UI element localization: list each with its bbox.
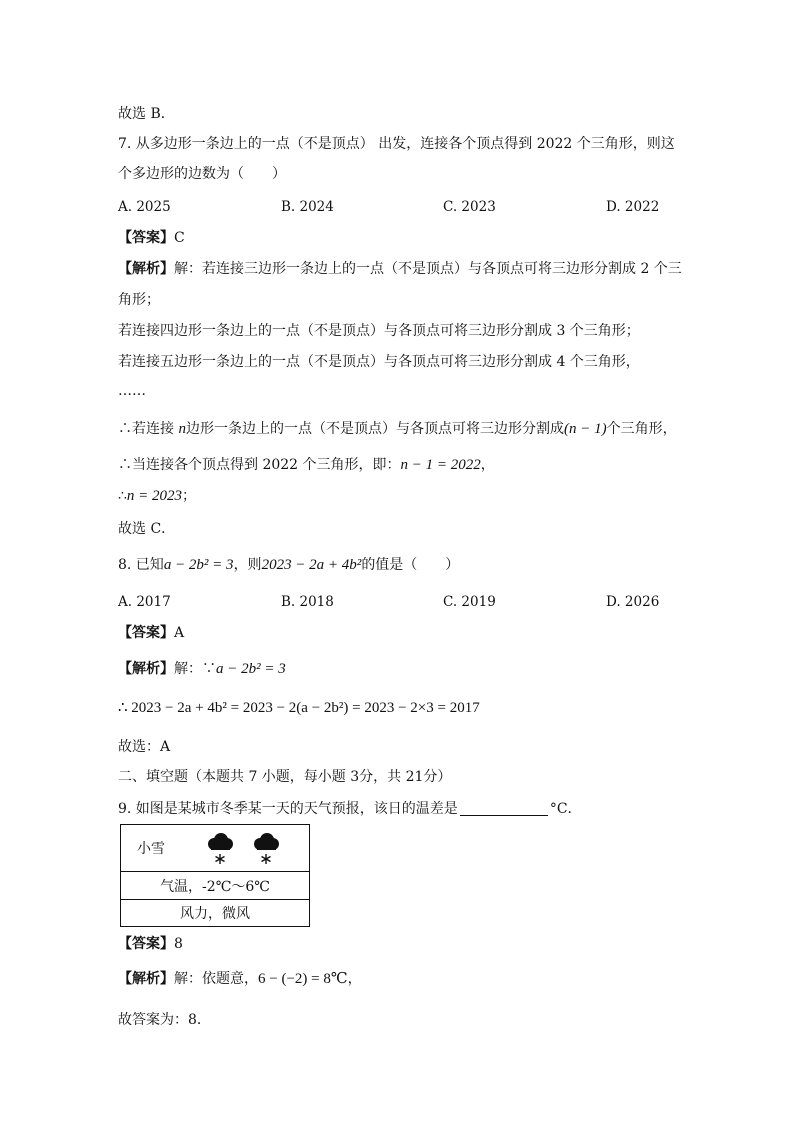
q7-analysis-line5: …… <box>118 383 146 399</box>
q8-option-d: D. 2026 <box>606 594 660 610</box>
text-segment: ∴ <box>118 488 127 504</box>
text-segment: 解：依题意， <box>174 971 258 987</box>
light-snow-icon <box>251 832 281 866</box>
weather-wind: 风力，微风 <box>121 900 310 927</box>
q8-option-a: A. 2017 <box>118 594 171 610</box>
q7-analysis-line8 <box>118 486 196 506</box>
text-segment: °C． <box>549 801 582 817</box>
analysis-tag: 【解析】 <box>118 971 174 987</box>
text-segment: ； <box>182 488 197 504</box>
q9-conclusion: 故答案为：8． <box>118 1012 211 1028</box>
q8-analysis-line2: ∴ 2023 − 2a + 4b² = 2023 − 2(a − 2b²) = 2023 − 2×3 = 2017 <box>118 700 480 716</box>
q7-conclusion: 故选 C． <box>118 521 176 537</box>
q7-option-b: B. 2024 <box>281 199 334 215</box>
weather-temperature: 气温，-2℃～6℃ <box>121 872 310 900</box>
q7-option-d: D. 2022 <box>606 199 660 215</box>
math-expression: (n − 1) <box>563 421 607 437</box>
q7-analysis-line3: 若连接四边形一条边上的一点（不是顶点）与各顶点可将三边形分割成 3 个三角形； <box>118 323 640 339</box>
math-expression: n = 2023 <box>126 488 183 504</box>
answer-tag: 【答案】 <box>118 625 174 641</box>
previous-conclusion: 故选 B． <box>118 106 175 122</box>
text-segment: 的值是（ ） <box>361 557 460 573</box>
text-segment: 8. 已知 <box>118 557 164 573</box>
q7-stem-line2: 个多边形的边数为（ ） <box>118 166 286 182</box>
text-segment: 边形一条边上的一点（不是顶点）与各顶点可将三边形分割成 <box>185 421 564 437</box>
text-segment: 9. 如图是某城市冬季某一天的天气预报，该日的温差是 <box>118 801 458 817</box>
analysis-tag: 【解析】 <box>118 261 174 277</box>
q9-analysis <box>118 969 362 989</box>
q9-stem <box>118 799 582 819</box>
q8-conclusion: 故选：A <box>118 739 171 755</box>
q8-stem <box>118 555 459 575</box>
q7-analysis-line7 <box>118 455 495 475</box>
analysis-tag: 【解析】 <box>118 661 174 677</box>
text-segment: ，则 <box>233 557 262 573</box>
q8-option-b: B. 2018 <box>281 594 334 610</box>
q7-option-c: C. 2023 <box>443 199 496 215</box>
text-segment: ∴当连接各个顶点得到 2022 个三角形，即： <box>118 457 401 473</box>
math-expression: a − 2b² = 3 <box>216 661 286 677</box>
text-segment: ， <box>480 457 495 473</box>
math-expression: 2023 − 2a + 4b² <box>261 557 362 573</box>
q7-option-a: A. 2025 <box>118 199 171 215</box>
answer-value: C <box>174 230 185 246</box>
section-heading: 二、填空题（本题共 7 小题，每小题 3分，共 21分） <box>118 769 452 785</box>
q8-answer <box>118 623 184 643</box>
q8-option-c: C. 2019 <box>443 594 496 610</box>
analysis-text: 解：若连接三边形一条边上的一点（不是顶点）与各顶点可将三边形分割成 2 个三 <box>174 261 682 277</box>
answer-tag: 【答案】 <box>118 230 174 246</box>
answer-value: 8 <box>174 936 183 952</box>
answer-tag: 【答案】 <box>118 936 174 952</box>
answer-value: A <box>174 625 185 641</box>
q7-analysis-line1 <box>118 259 682 279</box>
weather-forecast-table <box>120 824 310 927</box>
math-expression: n − 1 = 2022 <box>400 457 481 473</box>
text-segment: ， <box>347 971 362 987</box>
q8-analysis-line1 <box>118 659 286 679</box>
weather-condition-cell <box>121 825 310 872</box>
text-segment: 解：∵ <box>174 661 216 677</box>
light-snow-icon <box>205 832 235 866</box>
math-condition: a − 2b² = 3 <box>163 557 234 573</box>
math-expression: 6 − (−2) = 8℃ <box>258 971 348 987</box>
weather-condition: 小雪 <box>137 841 165 857</box>
q7-analysis-line4: 若连接五边形一条边上的一点（不是顶点）与各顶点可将三边形分割成 4 个三角形， <box>118 354 640 370</box>
q7-stem-line1: 7. 从多边形一条边上的一点（不是顶点） 出发，连接各个顶点得到 2022 个三角形，则这 <box>118 136 675 152</box>
text-segment: 个三角形， <box>606 421 677 437</box>
text-segment: ∴若连接 <box>118 421 179 437</box>
q7-analysis-line6 <box>118 419 677 439</box>
answer-blank <box>460 801 548 816</box>
math-variable: n <box>178 421 186 437</box>
q9-answer <box>118 934 183 954</box>
q7-answer <box>118 228 185 248</box>
q7-analysis-line2: 角形； <box>118 292 160 308</box>
